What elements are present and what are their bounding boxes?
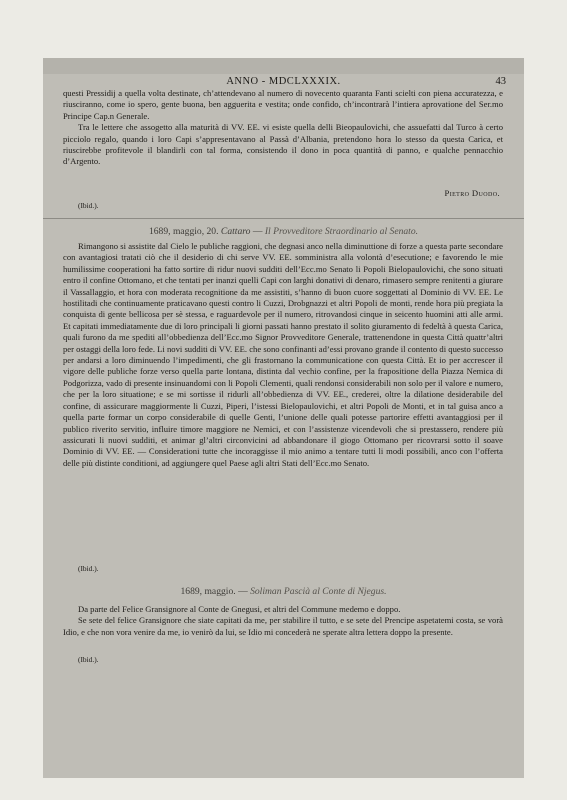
letter3-body (63, 604, 503, 638)
letter2-heading-date: 1689, maggio, 20. (148, 226, 219, 237)
letter3-heading-date: 1689, maggio. (180, 586, 236, 597)
letter3-heading-subject: Soliman Pascià al Conte di Njegus. (250, 586, 387, 597)
running-title: ANNO - MDCLXXXIX. (226, 76, 341, 87)
source-note-1: (Ibid.). (78, 201, 99, 210)
source-note-2: (Ibid.). (78, 564, 99, 573)
letter2-heading-subject: Il Provveditore Straordinario al Senato. (264, 226, 419, 237)
letter2-heading (43, 226, 524, 237)
letter2-heading-place: Cattaro (220, 226, 251, 237)
letter3-heading-dash: — (238, 586, 248, 597)
letter3-paragraph-2: Se sete del felice Gransignore che siate capitati da me, per stabilire il tutto, e se sete del Prencipe aspetatemi costa, se vorà Idio, e che non vora venire da me, io venirò da lui, se Idio mi concederà ne sperate altra lettera doppo la presente. (63, 615, 503, 637)
letter2-body (63, 241, 503, 469)
document-page (43, 58, 524, 778)
source-note-3: (Ibid.). (78, 655, 99, 664)
section-divider-1 (43, 218, 524, 219)
signature: Pietro Duodo. (444, 188, 500, 198)
letter2-paragraph: Rimangono si assistite dal Cielo le publiche raggioni, che degnasi anco nella diminuttione di forze a questa parte secondare con avantagiosi tratati ciò che il desiderio di chi serve VV. EE. somministra alla volontà d’esecutione; e favorendo le mie humilissime cooperationi ha fatto sortire di ridur nuovi sudditi dell’Ecc.mo Senato li Popoli Bielopaulovichi, che sono situati entro il confine Ottomano, et che tentati per inanzi quelli Capi con larghi donativi di denaro, rimasero sempre renitenti a giurare il Vassallaggio, et hora con moderata recognitione da me assistiti, s’hanno di buon cuore soggettati al Dominio di VV. EE. Le hostilitadi che continuamente praticavano questi contro li Cuzzi, Drobgnazzi et altri Popoli de monti, rende hora più pregiata la conquista di gente bellicosa per sè stessa, e raguardevole per il numero, ritrovandosi cinque in seicento huomini atti alle armi. Et capitati immediatamente due di loro principali li giorni passati hanno prestato il solito giuramento di fedeltà à questa Carica, quali furono da me spediti all’obbedienza dell’Ecc.mo Signor Provveditore Generale, trattenendone in questa Città quattr’altri per ostaggi della loro fede. Li novi sudditi di VV. EE. che sono confinanti ad’essi provano grande il contento di questo successo per andarsi a loro diminuendo l’impedimenti, che gli frastornano la communicatione con questa Città. Et io per accrescer il vigore delle publiche forze verso quella parte lontana, distinta dal vechio confine, per la frapositione della Piazza Nemica di Podgorizza, vado di presente insinuandomi con li Popoli Clementi, quali rendonsi considerabili non solo per il valore e numero, che per la loro situatione; e se mi sortisse il ridurli all’obbedienza di VV. EE., crederei, oltre la dilatione desiderabile del confine, di assicurare maggiormente li Cuzzi, Piperi, l’istessi Bielopaulovichi, et altri Popoli de Monti, et in tal guisa anco a quella parte formar un corpo considerabile di quelle Genti, l’unione delle quali potesse partorire effetti avantaggiosi per il publico riverito servitio, influire timore maggiore ne Nemici, et con l’assistenze vicendevoli che si prestassero, rendere più assicurati li nuovi sudditi, et animar gl’altri circonvicini ad abbandonare il giogo Ottomano per ricovrarsi sotto il soave Dominio di VV. EE. — Considerationi tutte che incoraggisse il mio animo a tentare tutti li modi possibili, anco con l’offerta delle più distinte conditioni, ad aggiungere quel Paese agli altri Stati dell’Ecc.mo Senato. (63, 241, 503, 468)
letter3-paragraph-1: Da parte del Felice Gransignore al Conte de Gnegusi, et altri del Commune medemo e doppo. (78, 604, 401, 614)
page-number: 43 (495, 76, 506, 87)
letter1-body (63, 88, 503, 168)
letter3-heading (43, 586, 524, 597)
letter1-paragraph-2: Tra le lettere che assogetto alla maturità di VV. EE. vi esiste quella delli Bieopaulovichi, che assuefatti dal Turco à certo picciolo regalo, quando i loro Capi s’appresentavano al Passà d’Albania, pretendono hora lo stesso da questa Carica, et riuscirebbe profitevole il blandirli con tal forma, consistendo il dono in poca quantità di panno, e qualche pennacchio d’Argento. (63, 122, 503, 167)
letter2-heading-dash: — (252, 226, 263, 237)
letter1-paragraph-1: questi Pressidij a quella volta destinate, ch’attendevano al numero di novecento quaranta Fanti scielti con piena accuratezza, e riusciranno, come io spero, gente buona, ben agguerita e vestita; onde confido, ch’incontrarà l’intiera aprovatione del Ser.mo Principe Cap.n Generale. (63, 88, 503, 121)
